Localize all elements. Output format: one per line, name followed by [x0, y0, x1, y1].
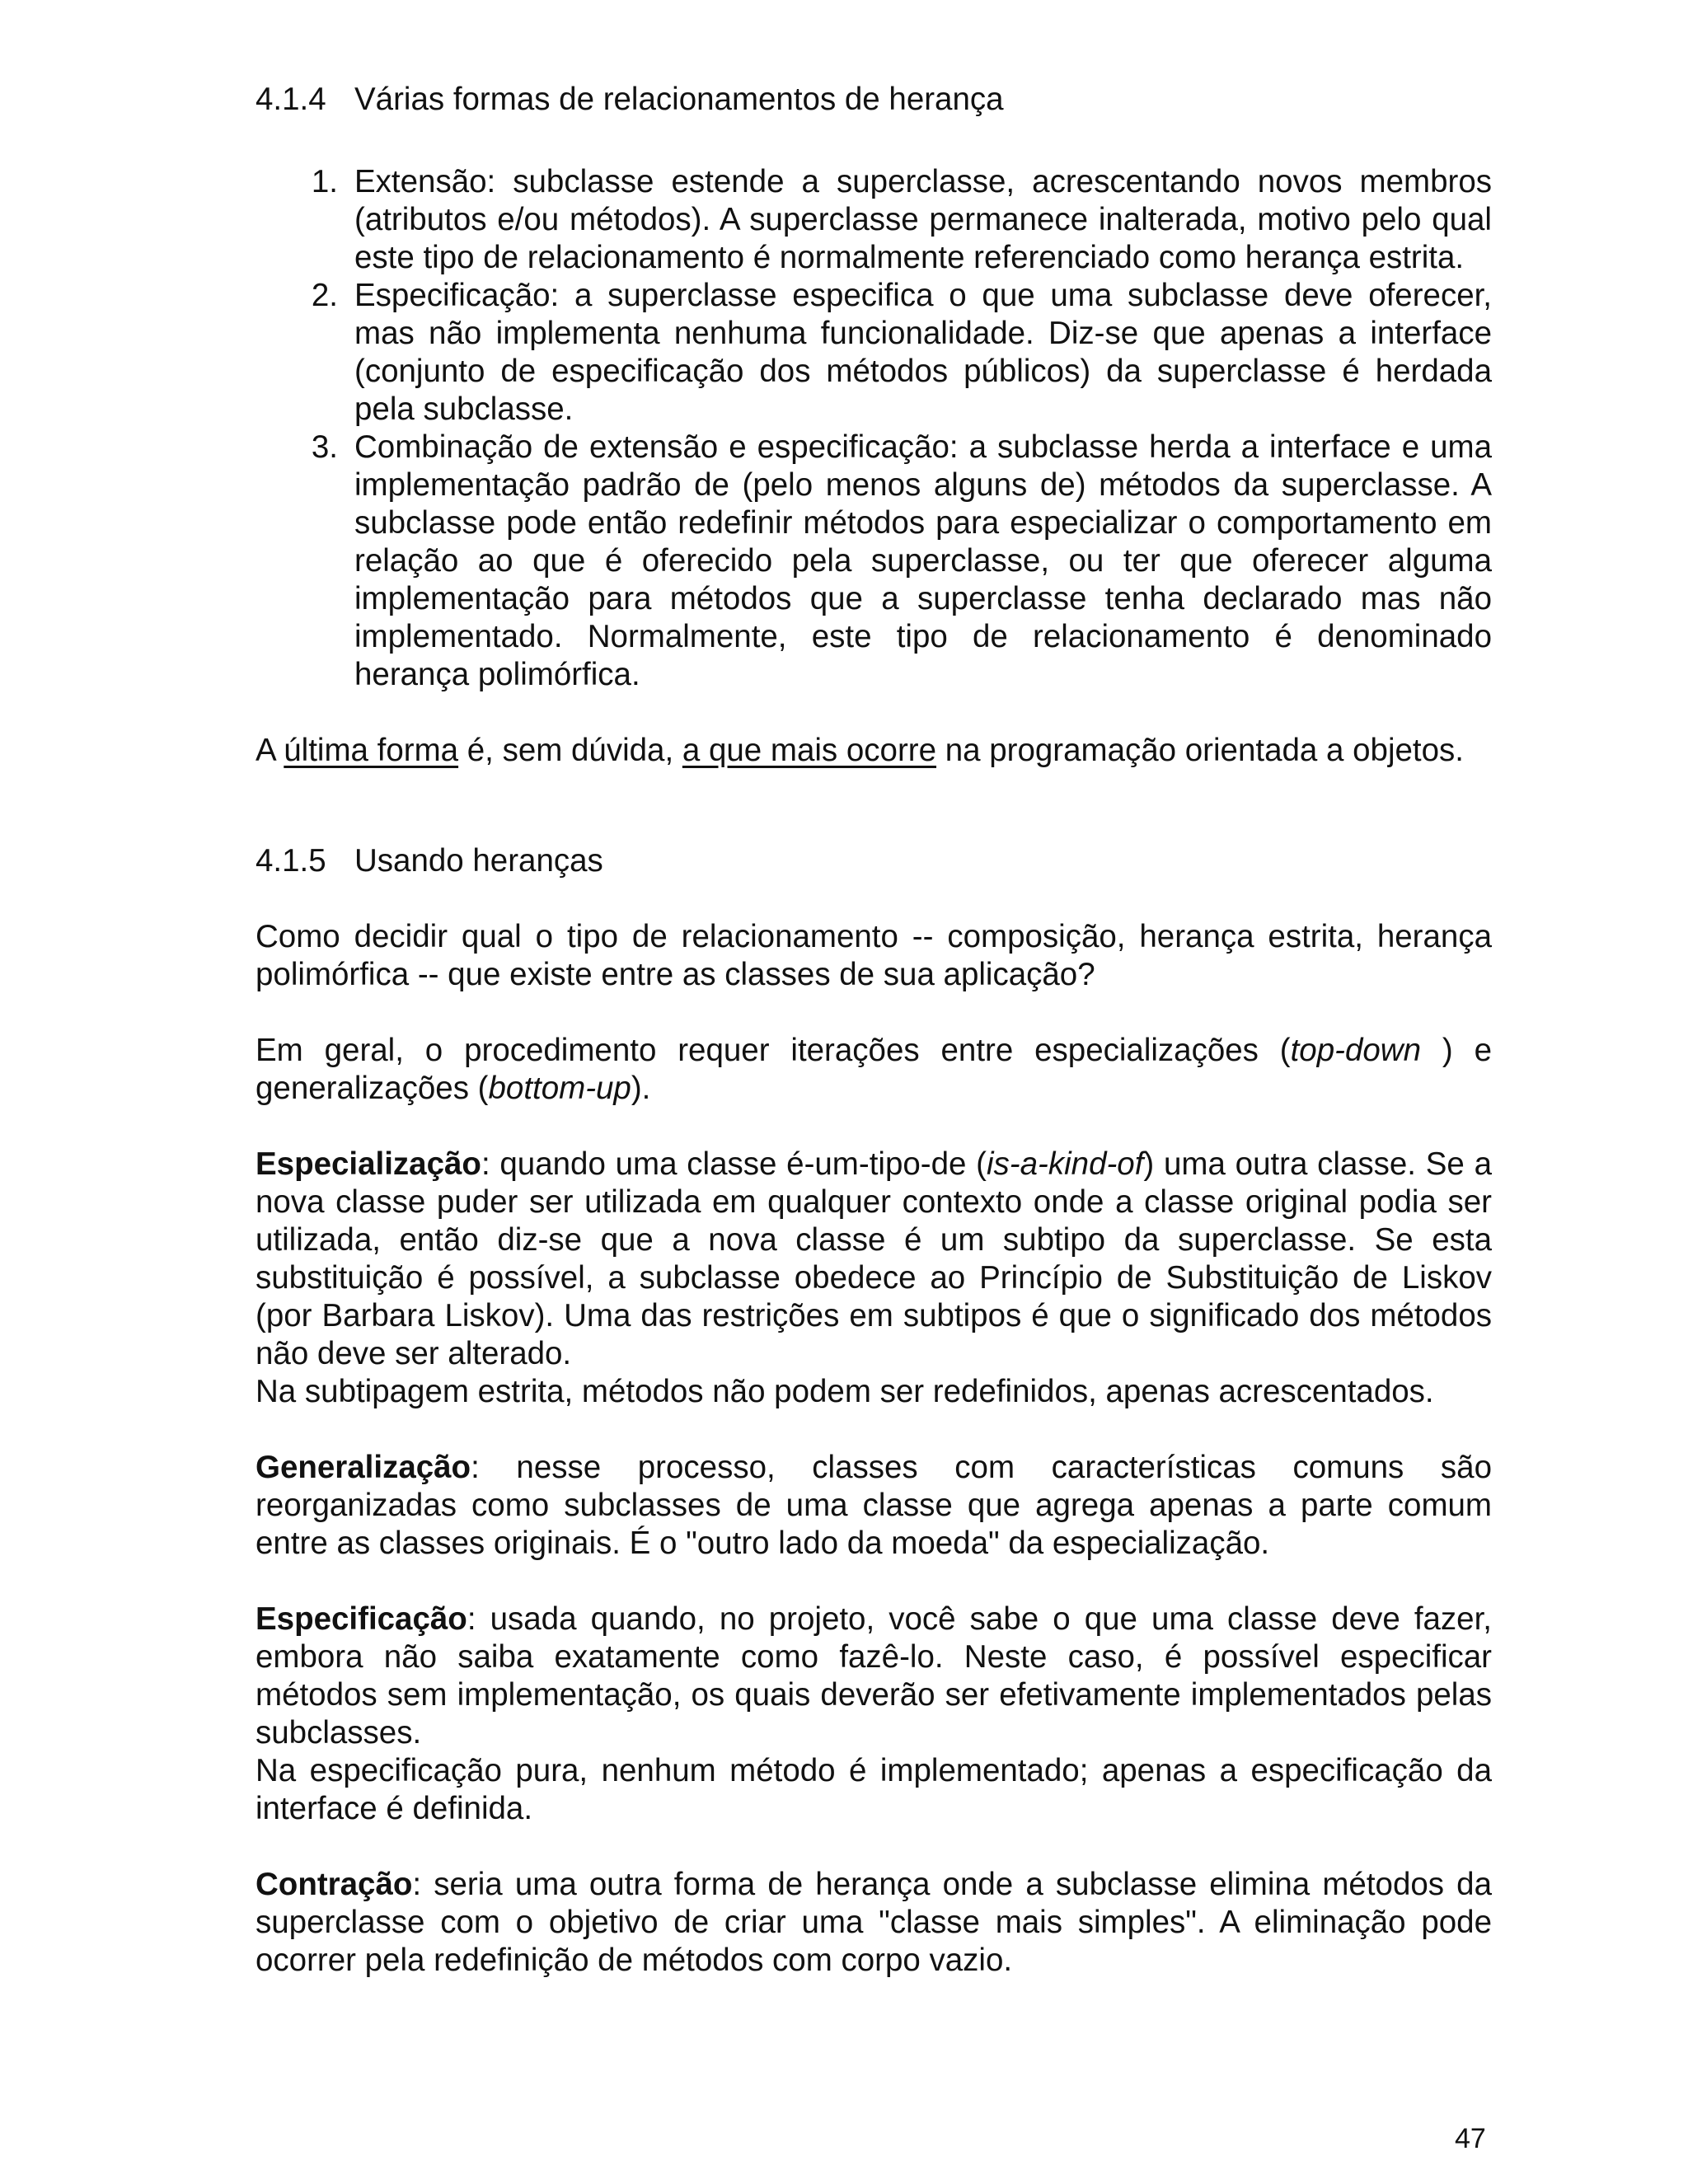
list-item: [256, 277, 1492, 429]
list-item: [256, 429, 1492, 694]
subtipagem-note: Na subtipagem estrita, métodos não podem ser redefinidos, apenas acrescentados.: [256, 1374, 1434, 1409]
underlined-most-common: a que mais ocorre: [682, 733, 937, 768]
especificacao-pura-note: Na especificação pura, nenhum método é implementado; apenas a especificação da interface é definida.: [256, 1753, 1492, 1826]
list-item-text: Extensão: subclasse estende a superclasse, acrescentando novos membros (atributos e/ou métodos). A superclasse permanece inalterada, motivo pelo qual este tipo de relacionamento é normalmente referenciado como herança estrita.: [354, 164, 1492, 275]
spacer: [256, 1828, 1492, 1866]
generalizacao-term: Generalização: [256, 1450, 471, 1485]
especializacao-paragraph: [256, 1146, 1492, 1373]
section-heading-4-1-4: [256, 81, 1492, 119]
spacer: [256, 770, 1492, 842]
spacer: [256, 994, 1492, 1032]
list-item-marker: 3.: [311, 429, 338, 465]
contracao-paragraph: [256, 1866, 1492, 1980]
generalizacao-paragraph: [256, 1449, 1492, 1563]
list-item-text: Combinação de extensão e especificação: a subclasse herda a interface e uma implementação padrão de (pelo menos alguns de) métodos da superclasse. A subclasse pode então redefinir métodos para especializar o comportamento em relação ao que é oferecido pela superclasse, ou ter que oferecer alguma implementação para métodos que a superclasse tenha declarado mas não implementado. Normalmente, este tipo de relacionamento é denominado herança polimórfica.: [354, 429, 1492, 692]
spacer: [256, 694, 1492, 732]
section-number: 4.1.4: [256, 82, 326, 117]
contracao-term: Contração: [256, 1867, 413, 1902]
page-content: [256, 81, 1492, 1980]
especificacao-term: Especificação: [256, 1601, 467, 1637]
section-heading-4-1-5: [256, 842, 1492, 880]
especializacao-text-2: ) uma outra classe. Se a nova classe puder ser utilizada em qualquer contexto onde a classe original podia ser utilizada, então diz-se que a nova classe é um subtipo da superclasse. Se esta substituição é possível, a subclasse obedece ao Princípio de Substituição de Liskov (por Barbara Liskov). Uma das restrições em subtipos é que o significado dos métodos não deve ser alterado.: [256, 1146, 1493, 1371]
closing-text-3: na programação orientada a objetos.: [936, 733, 1464, 768]
general-text-1: Em geral, o procedimento requer iterações entre especializações (: [256, 1033, 1291, 1068]
closing-text-2: é, sem dúvida,: [458, 733, 682, 768]
section-title: Várias formas de relacionamentos de herança: [354, 82, 1004, 117]
especificacao-text: : usada quando, no projeto, você sabe o que uma classe deve fazer, embora não saiba exatamente como fazê-lo. Neste caso, é possível especificar métodos sem implementação, os quais deverão ser efetivamente implementados pelas subclasses.: [256, 1601, 1492, 1750]
closing-paragraph: [256, 732, 1492, 770]
especificacao-paragraph: [256, 1601, 1492, 1752]
underlined-last-form: última forma: [284, 733, 459, 768]
contracao-text: : seria uma outra forma de herança onde a subclasse elimina métodos da superclasse com o objetivo de criar uma "classe mais simples". A eliminação pode ocorrer pela redefinição de métodos com corpo vazio.: [256, 1867, 1492, 1978]
section-number: 4.1.5: [256, 843, 326, 879]
list-item: [256, 163, 1492, 277]
closing-text-1: A: [256, 733, 284, 768]
section-title: Usando heranças: [354, 843, 603, 879]
general-paragraph: [256, 1032, 1492, 1108]
list-item-marker: 1.: [311, 164, 338, 199]
especializacao-term: Especialização: [256, 1146, 481, 1182]
spacer: [256, 1563, 1492, 1601]
generalizacao-text: : nesse processo, classes com características comuns são reorganizadas como subclasses de uma classe que agrega apenas a parte comum entre as classes originais. É o "outro lado da moeda" da especialização.: [256, 1450, 1492, 1561]
question-paragraph: Como decidir qual o tipo de relacionamento -- composição, herança estrita, herança polimórfica -- que existe entre as classes de sua aplicação?: [256, 919, 1492, 992]
spacer: [256, 1108, 1492, 1146]
inheritance-forms-list: [256, 163, 1492, 694]
page-number: 47: [1455, 2123, 1486, 2154]
top-down-term: top-down: [1290, 1033, 1421, 1068]
spacer: [256, 1411, 1492, 1449]
is-a-kind-of-term: is-a-kind-of: [987, 1146, 1144, 1182]
list-item-marker: 2.: [311, 278, 338, 313]
spacer: [256, 880, 1492, 918]
bottom-up-term: bottom-up: [488, 1071, 631, 1106]
general-text-3: ).: [631, 1071, 651, 1106]
especializacao-text-1: : quando uma classe é-um-tipo-de (: [481, 1146, 987, 1182]
list-item-text: Especificação: a superclasse especifica o que uma subclasse deve oferecer, mas não implementa nenhuma funcionalidade. Diz-se que apenas a interface (conjunto de especificação dos métodos públicos) da superclasse é herdada pela subclasse.: [354, 278, 1492, 427]
general-text-2: ) e generalizações (: [256, 1033, 1492, 1106]
